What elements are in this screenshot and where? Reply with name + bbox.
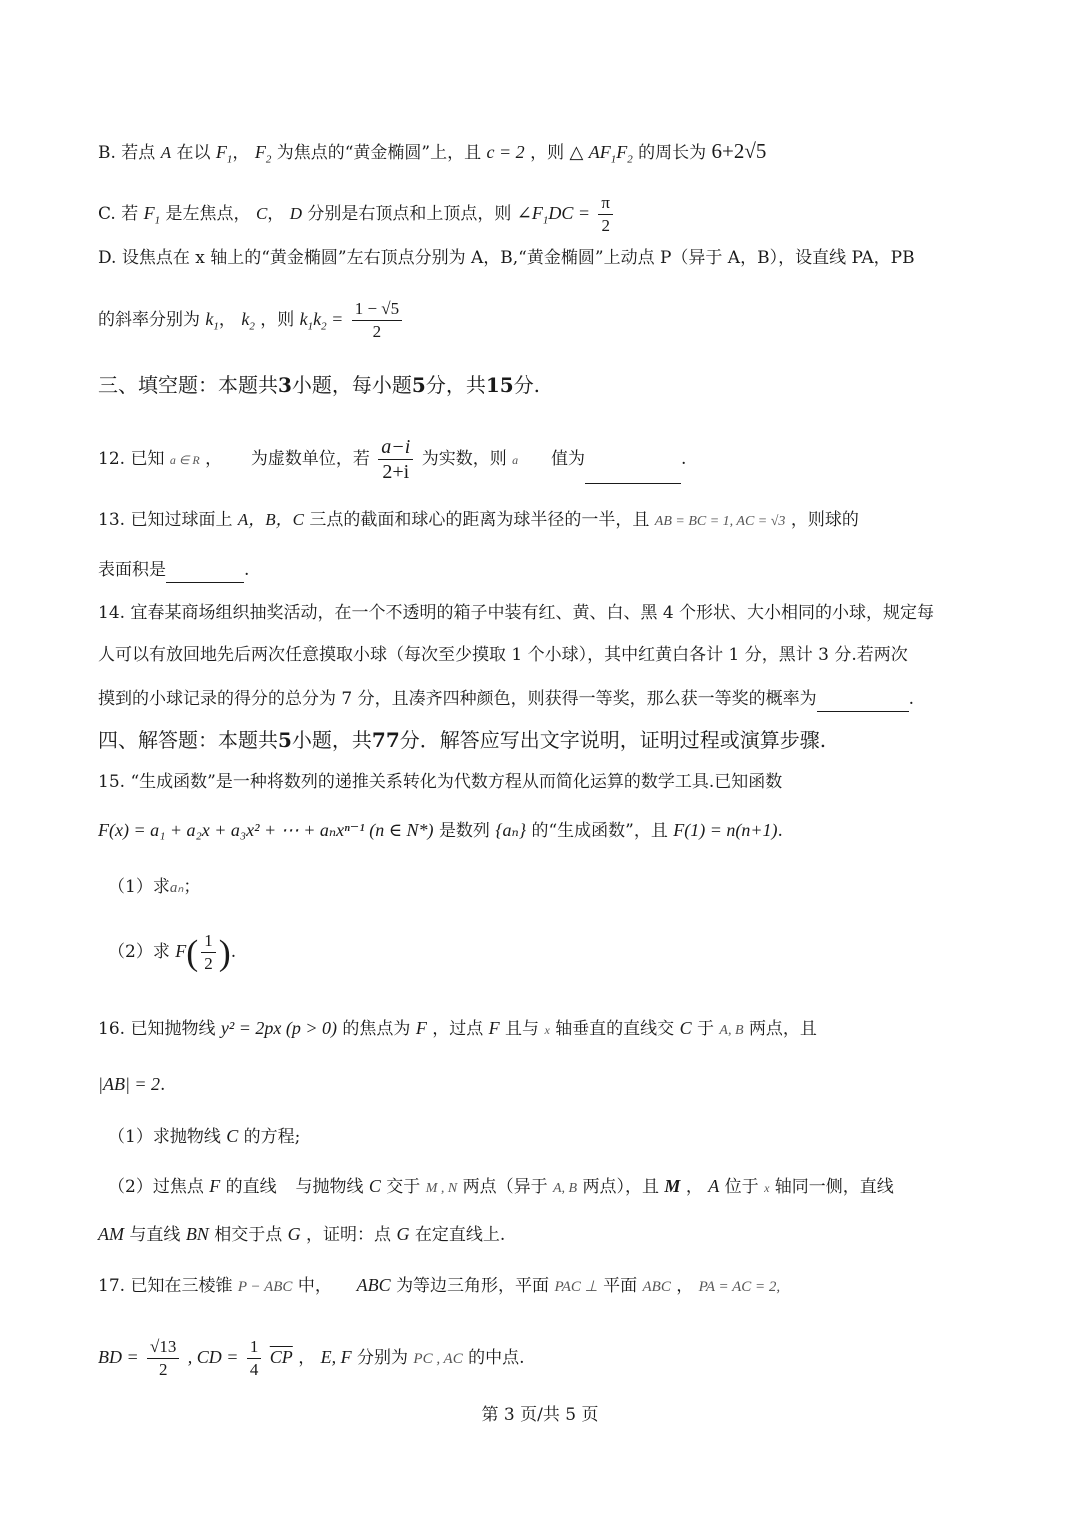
- answer-blank-14[interactable]: [817, 693, 909, 712]
- question-17-line1: 17. 已知在三棱锥 P − ABC 中， ABC 为等边三角形，平面 PAC ⊥ 平面 ABC ， PA = AC = 2,: [98, 1275, 781, 1296]
- option-d-line2: 的斜率分别为 $k_1$， $k_2$ ，则 $k_1k_2$ = $\frac{1 - √5}{2}$: [98, 298, 405, 343]
- answer-blank-12[interactable]: [585, 465, 681, 484]
- question-14-line1: 14. 宜春某商场组织抽奖活动，在一个不透明的箱子中装有红、黄、白、黑 4 个形状、大小相同的小球，规定每: [98, 603, 935, 623]
- question-16-line2: |AB| = 2.: [98, 1074, 166, 1095]
- question-16-part1: （1）求抛物线 C 的方程;: [108, 1126, 301, 1147]
- option-c: C. 若 $F_1$ 是左焦点， C， D 分别是右顶点和上顶点，则 $\angle F_1DC$ = $\frac{\pi}{2}$: [98, 192, 616, 237]
- section-3-heading: 三、填空题：本题共3小题，每小题5分，共15分.: [98, 373, 541, 397]
- question-13-line2: 表面积是 .: [98, 557, 249, 583]
- question-15-part1: （1）求aₙ；: [108, 877, 201, 897]
- fraction-one-half: $\frac{1}{2}$: [201, 930, 216, 975]
- fraction-one-minus-root5: $\frac{1 - √5}{2}$: [352, 298, 402, 343]
- question-16-part2-line2: AM 与直线 BN 相交于点 G ，证明：点 G 在定直线上.: [98, 1224, 506, 1245]
- question-14-line2: 人可以有放回地先后两次任意摸取小球（每次至少摸取 1 个小球），其中红黄白各计 1 分，黑计 3 分.若两次: [98, 645, 908, 665]
- fraction-root13-over-2: $\frac{√13}{2}$: [147, 1336, 179, 1381]
- fraction-one-quarter: $\frac{1}{4}$: [247, 1336, 262, 1381]
- question-15-line1: 15. “生成函数”是一种将数列的递推关系转化为代数方程从而简化运算的数学工具.已知函数: [98, 772, 783, 792]
- question-15-part2: （2）求 F( $\frac{1}{2}$ ).: [108, 931, 237, 973]
- question-16-line1: 16. 已知抛物线 y² = 2px (p > 0) 的焦点为 F ，过点 F 且与 x 轴垂直的直线交 C 于 A, B 两点，且: [98, 1018, 817, 1039]
- answer-blank-13[interactable]: [166, 564, 244, 583]
- question-16-part2-line1: （2）过焦点 F 的直线 与抛物线 C 交于 M , N 两点（异于 A, B 两点），且 M ， A 位于 x 轴同一侧，直线: [108, 1176, 894, 1197]
- question-14-line3: 摸到的小球记录的得分的总分为 7 分，且凑齐四种颜色，则获得一等奖，那么获一等奖的概率为 .: [98, 686, 914, 712]
- question-13-line1: 13. 已知过球面上 A，B，C 三点的截面和球心的距离为球半径的一半，且 AB = BC = 1, AC = √3 ，则球的: [98, 510, 859, 530]
- section-4-heading: 四、解答题：本题共5小题，共77分．解答应写出文字说明，证明过程或演算步骤.: [98, 728, 827, 752]
- page-footer: 第 3 页/共 5 页: [481, 1405, 599, 1425]
- question-17-line2: BD = $\frac{√13}{2}$ , CD = $\frac{1}{4}$ $\overline{CP}$ ， E, F 分别为 PC , AC 的中点.: [98, 1337, 525, 1379]
- fraction-pi-over-2: $\frac{\pi}{2}$: [598, 192, 613, 237]
- option-b: B. 若点 A 在以 $F_1$， $F_2$ 为焦点的“黄金椭圆”上，且 c = 2 ，则 △ $AF_1F_2$ 的周长为 6+2√5: [98, 139, 767, 166]
- question-12: 12. 已知 a ∈ R ， 为虚数单位，若 $\frac{a-i}{2+i}$ 为实数，则 a 值为 .: [98, 436, 687, 483]
- option-d-line1: D. 设焦点在 x 轴上的“黄金椭圆”左右顶点分别为 A，B,“黄金椭圆”上动点 P（异于 A，B），设直线 PA，PB: [98, 248, 915, 268]
- fraction-a-minus-i: $\frac{a-i}{2+i}$: [378, 435, 413, 484]
- question-15-line2: F(x) = a₁ + a₂x + a₃x² + ⋯ + aₙxⁿ⁻¹ (n ∈ N*) 是数列 {aₙ} 的“生成函数”，且 F(1) = n(n+1).: [98, 820, 783, 841]
